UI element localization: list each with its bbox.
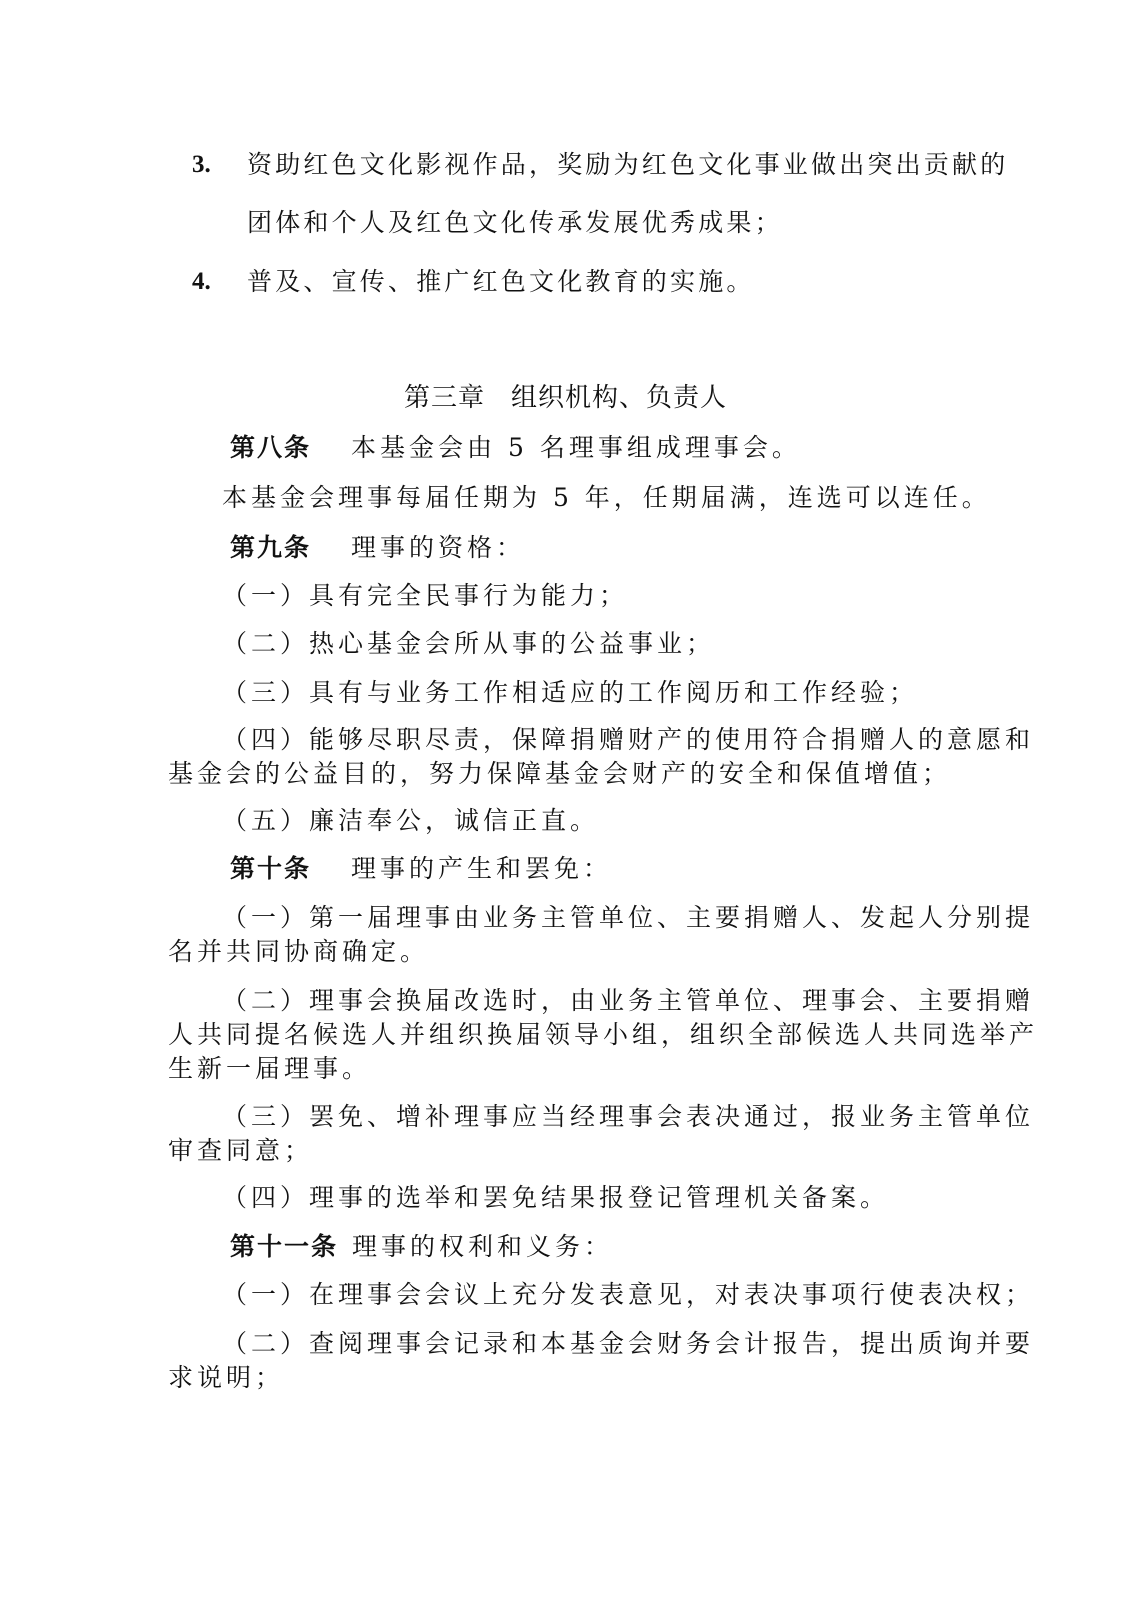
chapter-prefix: 第三章: [404, 383, 486, 413]
article-8-heading: [230, 431, 801, 465]
article-9-item: （一）具有完全民事行为能力；: [222, 581, 629, 610]
article-9-item: （二）热心基金会所从事的公益事业；: [222, 629, 716, 658]
article-10-heading: [230, 852, 612, 886]
article-10-item-cont: 审查同意；: [168, 1136, 314, 1165]
article-9-text: 理事的资格：: [351, 533, 526, 562]
chapter-title: [404, 381, 727, 415]
article-11-item-cont: 求说明；: [168, 1363, 285, 1392]
article-11-item: （一）在理事会会议上充分发表意见，对表决事项行使表决权；: [222, 1280, 1035, 1309]
article-10-item: （一）第一届理事由业务主管单位、主要捐赠人、发起人分别提: [222, 903, 1035, 932]
article-10-item: （三）罢免、增补理事应当经理事会表决通过，报业务主管单位: [222, 1102, 1035, 1131]
article-8-para: 本基金会理事每届任期为 5 年，任期届满，连选可以连任。: [222, 483, 991, 512]
article-8-label: 第八条: [230, 433, 312, 462]
article-8-text: 本基金会由 5 名理事组成理事会。: [351, 433, 801, 462]
article-9-item: （五）廉洁奉公，诚信正直。: [222, 806, 600, 835]
article-11-item: （二）查阅理事会记录和本基金会财务会计报告，提出质询并要: [222, 1329, 1035, 1358]
list-item-3-text: 资助红色文化影视作品，奖励为红色文化事业做出突出贡献的: [247, 150, 1009, 179]
article-10-item-cont: 名并共同协商确定。: [168, 937, 430, 966]
article-11-heading: [230, 1230, 613, 1264]
list-item-3-number: 3.: [192, 151, 211, 178]
article-10-item: （二）理事会换届改选时，由业务主管单位、理事会、主要捐赠: [222, 986, 1035, 1015]
list-item-3-text-cont: 团体和个人及红色文化传承发展优秀成果；: [247, 208, 783, 237]
list-item-4-number: 4.: [192, 268, 211, 295]
list-item-4-text: 普及、宣传、推广红色文化教育的实施。: [247, 267, 755, 296]
article-10-text: 理事的产生和罢免：: [351, 854, 613, 883]
article-10-item-cont: 生新一届理事。: [168, 1054, 372, 1083]
article-9-item-cont: 基金会的公益目的，努力保障基金会财产的安全和保值增值；: [168, 759, 952, 788]
article-10-item: （四）理事的选举和罢免结果报登记管理机关备案。: [222, 1183, 890, 1212]
article-9-heading: [230, 531, 525, 565]
article-9-item: （四）能够尽职尽责，保障捐赠财产的使用符合捐赠人的意愿和: [222, 725, 1035, 754]
article-10-label: 第十条: [230, 854, 312, 883]
chapter-text: 组织机构、负责人: [511, 383, 728, 413]
article-9-item: （三）具有与业务工作相适应的工作阅历和工作经验；: [222, 678, 919, 707]
article-11-label: 第十一条: [230, 1232, 339, 1261]
article-10-item-cont: 人共同提名候选人并组织换届领导小组，组织全部候选人共同选举产: [168, 1020, 1039, 1049]
article-9-label: 第九条: [230, 533, 312, 562]
article-11-text: 理事的权利和义务：: [352, 1232, 614, 1261]
